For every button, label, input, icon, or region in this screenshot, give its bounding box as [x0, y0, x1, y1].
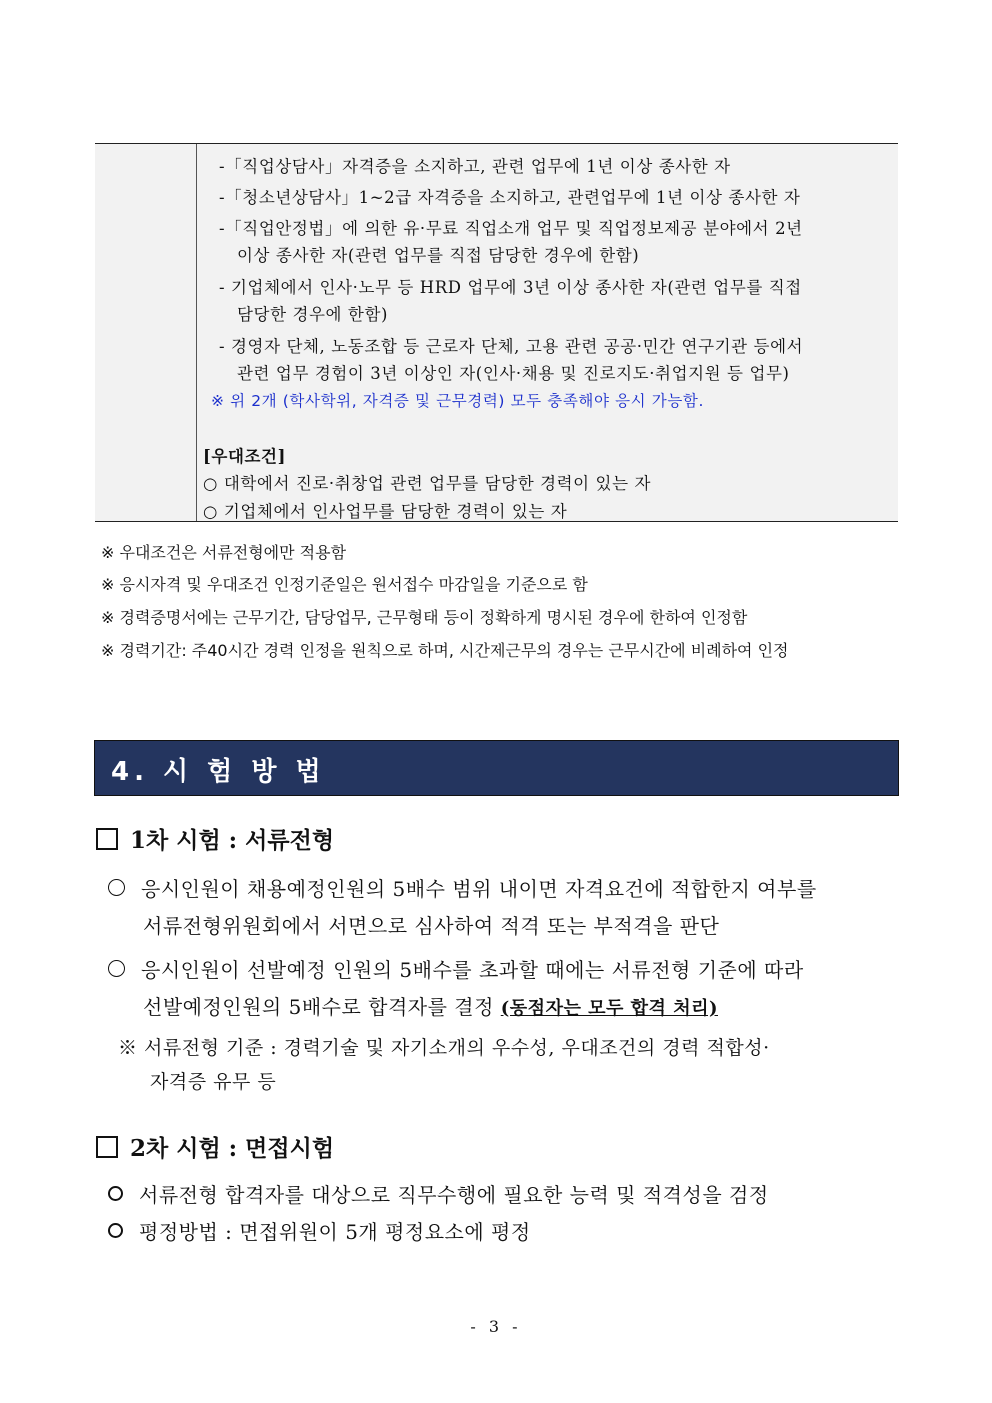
first-exam-item-cont: 서류전형위원회에서 서면으로 심사하여 적격 또는 부적격을 판단: [143, 914, 720, 938]
requirement-note: ※ 위 2개 (학사학위, 자격증 및 근무경력) 모두 충족해야 응시 가능함.: [211, 392, 704, 410]
section-header: [94, 740, 899, 796]
qualification-table: [95, 143, 898, 522]
item-text: 평정방법 : 면접위원이 5개 평정요소에 평정: [139, 1220, 531, 1244]
table-content-cell: [197, 144, 898, 521]
preferred-item: ○ 대학에서 진로·취창업 관련 업무를 담당한 경력이 있는 자: [203, 474, 651, 493]
criteria-note: ※ 서류전형 기준 : 경력기술 및 자기소개의 우수성, 우대조건의 경력 적합성·: [118, 1037, 770, 1059]
tie-note: (동점자는 모두 합격 처리): [500, 998, 718, 1019]
checkbox-square-icon: [96, 828, 118, 850]
qual-line: -「직업안정법」에 의한 유·무료 직업소개 업무 및 직업정보제공 분야에서 2년: [219, 219, 803, 238]
section-title: 4. 시 험 방 법: [111, 757, 326, 787]
first-exam-item: [108, 873, 817, 902]
qual-line: 관련 업무 경험이 3년 이상인 자(인사·채용 및 진로지도·취업지원 등 업무): [237, 364, 790, 383]
checkbox-square-icon: [96, 1136, 118, 1158]
item-text: 선발예정인원의 5배수로 합격자를 결정: [143, 995, 494, 1019]
item-text: 응시인원이 채용예정인원의 5배수 범위 내이면 자격요건에 적합한지 여부를: [141, 877, 817, 901]
circle-bullet-icon: [108, 960, 125, 977]
first-exam-heading-text: 1차 시험 : 서류전형: [130, 827, 335, 854]
qual-line: 담당한 경우에 한함): [237, 305, 389, 324]
qual-line: -「청소년상담사」1~2급 자격증을 소지하고, 관련업무에 1년 이상 종사한 자: [219, 188, 801, 207]
first-exam-heading: [96, 822, 334, 855]
qual-line: -「직업상담사」자격증을 소지하고, 관련 업무에 1년 이상 종사한 자: [219, 157, 731, 176]
circle-bullet-icon: [108, 879, 125, 896]
second-exam-item: [108, 1216, 531, 1245]
note-line: ※ 경력기간: 주40시간 경력 인정을 원칙으로 하며, 시간제근무의 경우는 근무시간에 비례하여 인정: [101, 641, 789, 660]
criteria-note-cont: 자격증 유무 등: [150, 1071, 277, 1093]
ring-bullet-icon: [108, 1223, 123, 1238]
qual-line: - 경영자 단체, 노동조합 등 근로자 단체, 고용 관련 공공·민간 연구기관 등에서: [219, 337, 804, 356]
item-text: 서류전형 합격자를 대상으로 직무수행에 필요한 능력 및 적격성을 검정: [139, 1183, 769, 1207]
note-line: ※ 우대조건은 서류전형에만 적용함: [101, 543, 347, 562]
page-number: - 3 -: [470, 1317, 522, 1336]
first-exam-item-cont: [143, 991, 718, 1020]
qual-line: - 기업체에서 인사·노무 등 HRD 업무에 3년 이상 종사한 자(관련 업무를 직접: [219, 278, 802, 297]
ring-bullet-icon: [108, 1186, 123, 1201]
item-text: 응시인원이 선발예정 인원의 5배수를 초과할 때에는 서류전형 기준에 따라: [141, 958, 804, 982]
preferred-title: [우대조건]: [203, 447, 286, 466]
second-exam-item: [108, 1179, 769, 1208]
table-label-cell: [95, 144, 197, 521]
first-exam-item: [108, 954, 804, 983]
note-line: ※ 경력증명서에는 근무기간, 담당업무, 근무형태 등이 정확하게 명시된 경우에 한하여 인정함: [101, 608, 748, 627]
second-exam-heading: [96, 1130, 334, 1163]
preferred-item: ○ 기업체에서 인사업무를 담당한 경력이 있는 자: [203, 502, 568, 521]
note-line: ※ 응시자격 및 우대조건 인정기준일은 원서접수 마감일을 기준으로 함: [101, 575, 588, 594]
second-exam-heading-text: 2차 시험 : 면접시험: [130, 1135, 335, 1162]
qual-line: 이상 종사한 자(관련 업무를 직접 담당한 경우에 한함): [237, 246, 640, 265]
